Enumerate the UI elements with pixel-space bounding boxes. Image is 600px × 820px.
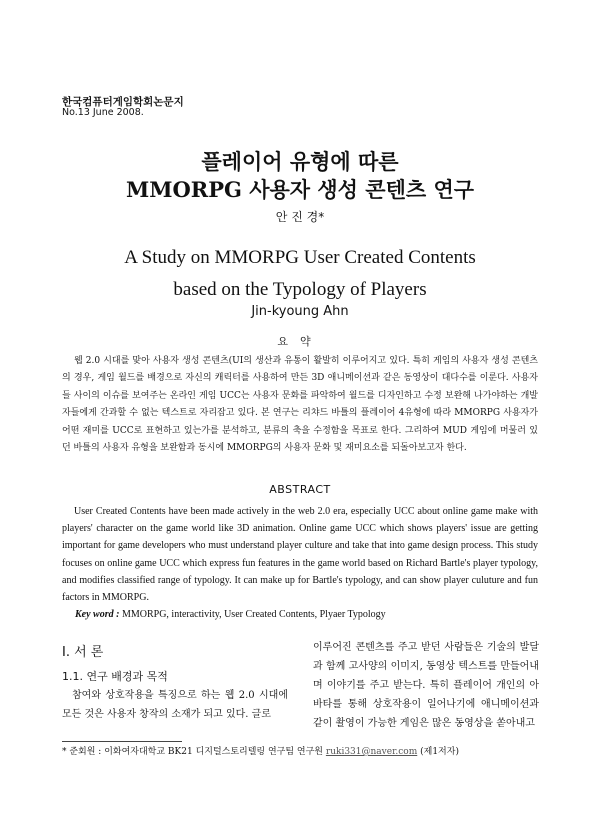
footnote-text: * 준회원 : 이화여자대학교 BK21 디지털스토리텔링 연구팀 연구원 <box>62 747 324 757</box>
keywords <box>75 609 386 620</box>
footnote <box>62 744 459 757</box>
section-heading: Ⅰ. 서 론 <box>62 645 104 660</box>
abstract-korean-heading: 요약 <box>277 335 323 348</box>
title-korean-line2: MMORPG 사용자 생성 콘텐츠 연구 <box>125 177 475 202</box>
journal-name: 한국컴퓨터게임학회논문지 <box>62 96 184 108</box>
title-english-line2: based on the Typology of Players <box>173 279 427 300</box>
author-english: Jin-kyoung Ahn <box>251 304 349 319</box>
footnote-divider <box>62 741 182 742</box>
body-text-left-column: 참여와 상호작용을 특징으로 하는 웹 2.0 시대에 모든 것은 사용자 창작의 소재가 되고 있다. 글로 <box>62 690 288 720</box>
keywords-value: MMORPG, interactivity, User Created Contents, Plyaer Typology <box>121 609 386 620</box>
abstract-korean-text: 웹 2.0 시대를 맞아 사용자 생성 콘텐츠(UI의 생산과 유통이 활발히 이루어지고 있다. 특히 게임의 사용자 생성 콘텐츠의 경우, 게임 월드를 배경으로 자신의 캐릭터를 사용하여 만든 3D 애니메이션과 같은 동영상이 대다수를 이룬다. 사용자들 사이의 이슈를 보여주는 온라인 게임 UCC는 사용자 문화를 파악하여 월드를 디자인하고 수정 보완해 나가야하는 개발자들에게 간과할 수 없는 텍스트로 자리잡고 있다. 본 연구는 리챠드 바틀의 플레이어 4유형에 따라 MMORPG 사용자가 어떤 재미를 UCC로 표현하고 있는가를 분석하고, 분류의 축을 수정함을 목표로 한다. 그리하여 MUD 게임에 머물러 있던 바틀의 사용자 유형을 보완함과 동시에 MMORPG의 사용자 문화 및 재미요소를 되돌아보고자 한다. <box>62 356 538 454</box>
title-korean-line1: 플레이어 유형에 따른 <box>201 149 399 174</box>
abstract-english-heading: ABSTRACT <box>269 483 331 496</box>
keywords-label: Key word : <box>75 609 120 620</box>
journal-issue: No.13 June 2008. <box>62 107 144 118</box>
abstract-english-text: User Created Contents have been made actively in the web 2.0 era, especially UCC about online game make with players' character on the game world like 3D animation. Online game UCC which shows players' issue are getting important for game developers who must understand player culture and take that into game design process. This study focuses on online game UCC which express fun features in the game world based on Richard Bartle's player typology, and modifies classified range of typology. It can make up for Bartle's typology, and can show player culuture and fun factors in MMORPG. <box>62 506 538 604</box>
body-text-right-column: 이루어진 콘텐츠를 주고 받던 사람들은 기술의 발달과 함께 고사양의 이미지, 동영상 텍스트를 만들어내며 이야기를 주고 받는다. 특히 플레이어 개인의 아바타를 통해 상호작용이 일어나기에 애니메이션과 같이 촬영이 가능한 게임은 많은 동영상을 쏟아내고 <box>313 642 539 729</box>
footnote-email-link[interactable]: ruki331@naver.com <box>325 747 418 757</box>
footnote-suffix: (제1저자) <box>420 747 459 757</box>
author-korean: 안 진 경* <box>275 210 325 224</box>
title-english-line1: A Study on MMORPG User Created Contents <box>124 247 476 268</box>
subsection-heading: 1.1. 연구 배경과 목적 <box>62 670 168 683</box>
